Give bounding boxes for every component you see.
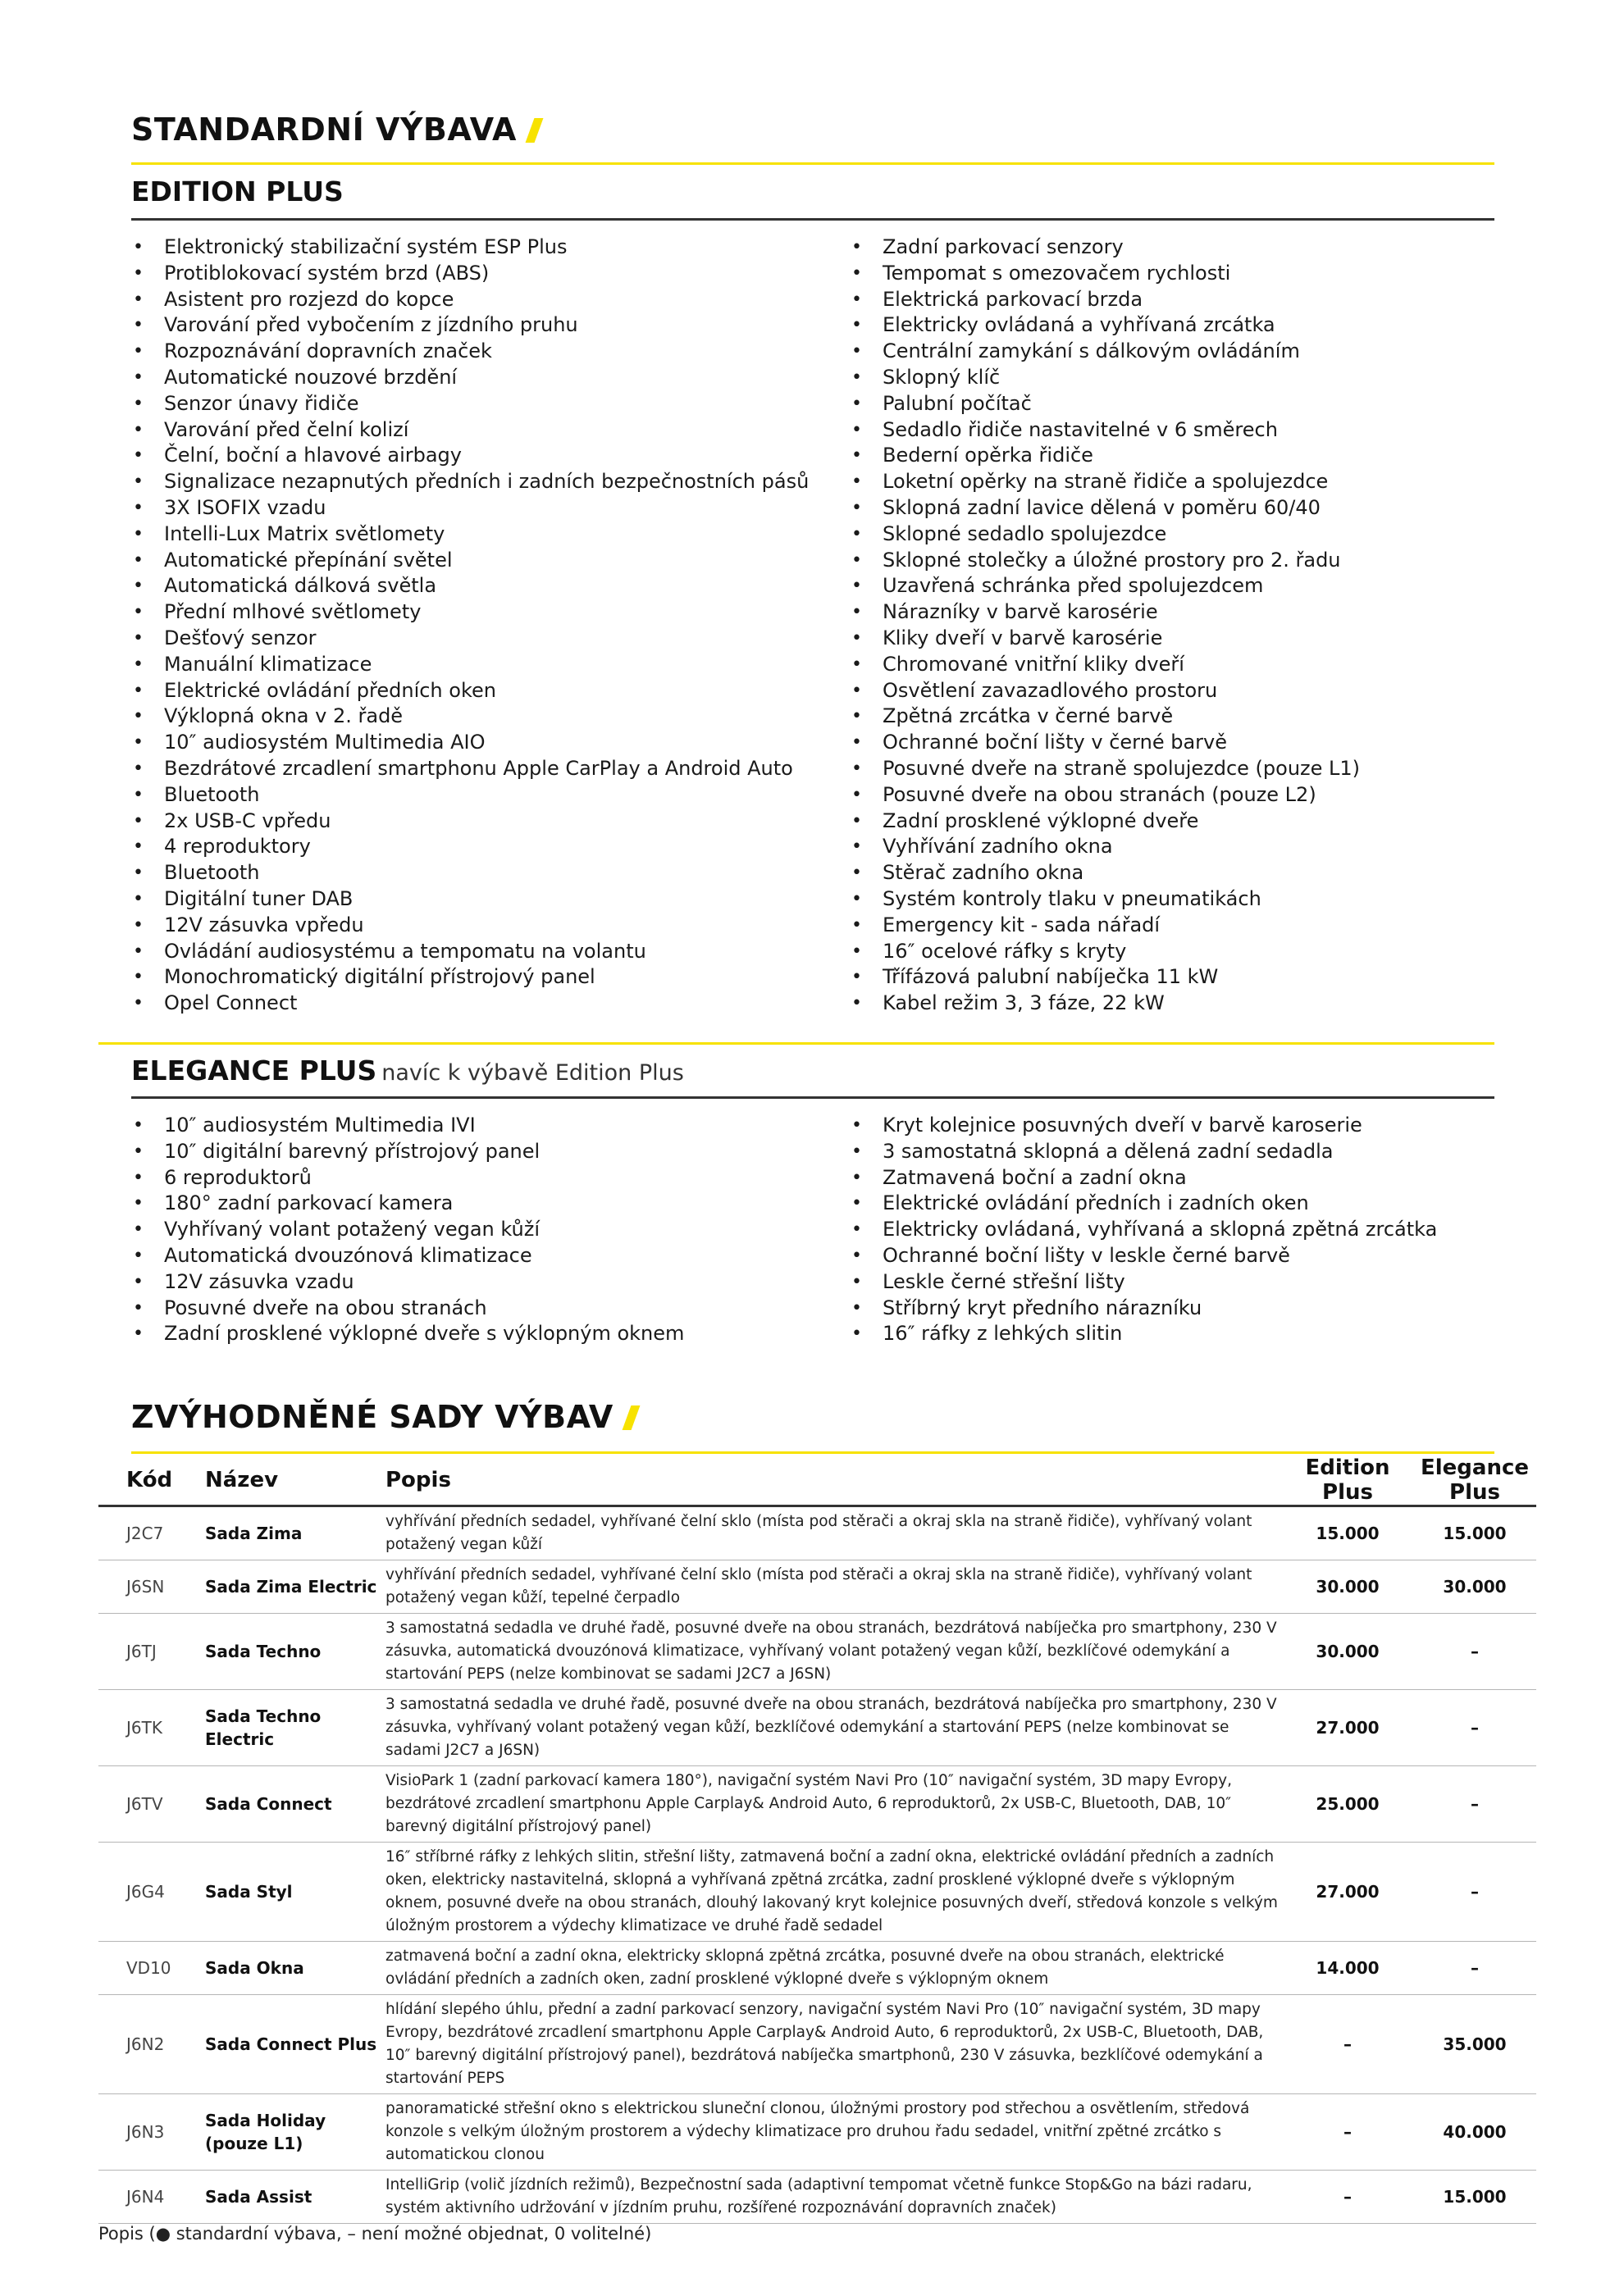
edition-plus-list-right xyxy=(850,235,1360,1017)
pack-code: J6TJ xyxy=(98,1614,205,1690)
pack-price-elegance-plus: 15.000 xyxy=(1413,1506,1536,1560)
pack-price-edition-plus: – xyxy=(1282,1995,1413,2094)
pack-code: J6G4 xyxy=(98,1843,205,1942)
list-item: • Automatické nouzové brzdění xyxy=(131,365,809,391)
list-item: • 6 reproduktorů xyxy=(131,1165,684,1191)
packs-table xyxy=(98,1456,1536,2224)
pack-name: Sada Techno xyxy=(205,1614,385,1690)
pack-price-edition-plus: 14.000 xyxy=(1282,1942,1413,1995)
pack-name: Sada Styl xyxy=(205,1843,385,1942)
pack-price-edition-plus: – xyxy=(1282,2094,1413,2171)
table-row xyxy=(98,1843,1536,1942)
pack-name: Sada Assist xyxy=(205,2171,385,2224)
list-item: • Systém kontroly tlaku v pneumatikách xyxy=(850,886,1360,913)
pack-price-elegance-plus: – xyxy=(1413,1690,1536,1766)
list-item: • Sedadlo řidiče nastavitelné v 6 směrech xyxy=(850,417,1360,444)
list-item: • Senzor únavy řidiče xyxy=(131,391,809,417)
pack-code: J6SN xyxy=(98,1560,205,1614)
list-item: • Zatmavená boční a zadní okna xyxy=(850,1165,1437,1191)
pack-name: Sada Zima xyxy=(205,1506,385,1560)
pack-price-elegance-plus: – xyxy=(1413,1766,1536,1843)
table-row xyxy=(98,1690,1536,1766)
table-row xyxy=(98,2171,1536,2224)
list-item: • Varování před čelní kolizí xyxy=(131,417,809,444)
pack-name: Sada Techno Electric xyxy=(205,1690,385,1766)
list-item: • Intelli-Lux Matrix světlomety xyxy=(131,522,809,548)
list-item: • Manuální klimatizace xyxy=(131,652,809,678)
list-item: • Nárazníky v barvě karosérie xyxy=(850,599,1360,626)
packs-table-header xyxy=(98,1456,1536,1506)
list-item: • Elektrické ovládání předních i zadních oken xyxy=(850,1191,1437,1217)
yellow-rule xyxy=(131,162,1494,165)
pack-code: J2C7 xyxy=(98,1506,205,1560)
list-item: • Digitální tuner DAB xyxy=(131,886,809,913)
list-item: • Stěrač zadního okna xyxy=(850,860,1360,886)
list-item: • Výklopná okna v 2. řadě xyxy=(131,704,809,730)
pack-name: Sada Zima Electric xyxy=(205,1560,385,1614)
elegance-plus-list-left xyxy=(131,1113,684,1347)
list-item: • Vyhřívání zadního okna xyxy=(850,834,1360,860)
list-item: • Bluetooth xyxy=(131,782,809,809)
list-item: • Rozpoznávání dopravních značek xyxy=(131,339,809,365)
list-item: • Posuvné dveře na straně spolujezdce (pouze L1) xyxy=(850,756,1360,782)
list-item: • Uzavřená schránka před spolujezdcem xyxy=(850,573,1360,599)
col-code: Kód xyxy=(98,1456,205,1506)
yellow-slash-icon xyxy=(525,118,543,143)
list-item: • 2x USB-C vpředu xyxy=(131,809,809,835)
edition-plus-title: EDITION PLUS xyxy=(131,175,344,207)
pack-description: vyhřívání předních sedadel, vyhřívané čelní sklo (místa pod stěrači a okraj skla na straně řidiče), vyhřívaný volant potažený vegan kůží xyxy=(385,1506,1282,1560)
list-item: • Posuvné dveře na obou stranách (pouze L2) xyxy=(850,782,1360,809)
pack-code: J6TV xyxy=(98,1766,205,1843)
list-item: • Elektrická parkovací brzda xyxy=(850,287,1360,313)
packs-title xyxy=(131,1399,636,1435)
list-item: • 3 samostatná sklopná a dělená zadní sedadla xyxy=(850,1139,1437,1165)
pack-description: panoramatické střešní okno s elektrickou sluneční clonou, úložnými prostory pod střechou a osvětlením, středová konzole s velkým úložným prostorem a výdechy klimatizace pro druhou řadu sedadel, vnitřní zpětné zrcátko s automatickou clonou xyxy=(385,2094,1282,2171)
list-item: • 16″ ocelové ráfky s kryty xyxy=(850,939,1360,965)
pack-code: J6TK xyxy=(98,1690,205,1766)
col-name: Název xyxy=(205,1456,385,1506)
list-item: • 10″ audiosystém Multimedia IVI xyxy=(131,1113,684,1139)
list-item: • Bederní opěrka řidiče xyxy=(850,443,1360,469)
list-item: • Elektrické ovládání předních oken xyxy=(131,678,809,704)
pack-price-elegance-plus: 15.000 xyxy=(1413,2171,1536,2224)
list-item: • Posuvné dveře na obou stranách xyxy=(131,1296,684,1322)
list-item: • Emergency kit - sada nářadí xyxy=(850,913,1360,939)
pack-price-edition-plus: 27.000 xyxy=(1282,1843,1413,1942)
col-edition-plus: Edition Plus xyxy=(1282,1456,1413,1506)
list-item: • 12V zásuvka vpředu xyxy=(131,913,809,939)
yellow-rule xyxy=(131,1451,1494,1454)
list-item: • Elektricky ovládaná, vyhřívaná a sklopná zpětná zrcátka xyxy=(850,1217,1437,1243)
pack-price-elegance-plus: 35.000 xyxy=(1413,1995,1536,2094)
pack-price-edition-plus: 30.000 xyxy=(1282,1614,1413,1690)
yellow-rule xyxy=(98,1042,1494,1045)
list-item: • Ovládání audiosystému a tempomatu na volantu xyxy=(131,939,809,965)
list-item: • 4 reproduktory xyxy=(131,834,809,860)
table-row xyxy=(98,1942,1536,1995)
pack-name: Sada Connect Plus xyxy=(205,1995,385,2094)
dark-rule xyxy=(131,218,1494,221)
list-item: • Leskle černé střešní lišty xyxy=(850,1269,1437,1296)
table-row xyxy=(98,1766,1536,1843)
packs-title-text: ZVÝHODNĚNÉ SADY VÝBAV xyxy=(131,1399,614,1435)
dark-rule xyxy=(131,1096,1494,1099)
pack-price-elegance-plus: 40.000 xyxy=(1413,2094,1536,2171)
list-item: • Signalizace nezapnutých předních i zadních bezpečnostních pásů xyxy=(131,469,809,495)
list-item: • Palubní počítač xyxy=(850,391,1360,417)
list-item: • Bluetooth xyxy=(131,860,809,886)
list-item: • Kabel režim 3, 3 fáze, 22 kW xyxy=(850,991,1360,1017)
list-item: • Vyhřívaný volant potažený vegan kůží xyxy=(131,1217,684,1243)
list-item: • Kryt kolejnice posuvných dveří v barvě karoserie xyxy=(850,1113,1437,1139)
elegance-plus-title-text: ELEGANCE PLUS xyxy=(131,1055,377,1086)
list-item: • Asistent pro rozjezd do kopce xyxy=(131,287,809,313)
list-item: • Sklopné stolečky a úložné prostory pro 2. řadu xyxy=(850,548,1360,574)
list-item: • Tempomat s omezovačem rychlosti xyxy=(850,261,1360,287)
list-item: • Zadní prosklené výklopné dveře xyxy=(850,809,1360,835)
pack-name: Sada Connect xyxy=(205,1766,385,1843)
list-item: • Kliky dveří v barvě karosérie xyxy=(850,626,1360,652)
pack-price-elegance-plus: – xyxy=(1413,1614,1536,1690)
pack-price-edition-plus: 15.000 xyxy=(1282,1506,1413,1560)
pack-price-elegance-plus: – xyxy=(1413,1942,1536,1995)
table-row xyxy=(98,1560,1536,1614)
list-item: • Sklopný klíč xyxy=(850,365,1360,391)
list-item: • Zpětná zrcátka v černé barvě xyxy=(850,704,1360,730)
list-item: • Automatická dálková světla xyxy=(131,573,809,599)
pack-price-edition-plus: 25.000 xyxy=(1282,1766,1413,1843)
list-item: • Centrální zamykání s dálkovým ovládáním xyxy=(850,339,1360,365)
elegance-plus-list-right xyxy=(850,1113,1437,1347)
pack-code: VD10 xyxy=(98,1942,205,1995)
table-row xyxy=(98,1995,1536,2094)
list-item: • Bezdrátové zrcadlení smartphonu Apple CarPlay a Android Auto xyxy=(131,756,809,782)
elegance-plus-title xyxy=(131,1055,684,1086)
list-item: • 3X ISOFIX vzadu xyxy=(131,495,809,522)
list-item: • Elektronický stabilizační systém ESP Plus xyxy=(131,235,809,261)
list-item: • Opel Connect xyxy=(131,991,809,1017)
list-item: • Stříbrný kryt předního nárazníku xyxy=(850,1296,1437,1322)
edition-plus-list-left xyxy=(131,235,809,1017)
pack-price-edition-plus: – xyxy=(1282,2171,1413,2224)
pack-description: zatmavená boční a zadní okna, elektricky sklopná zpětná zrcátka, posuvné dveře na obou stranách, elektrické ovládání předních a zadních oken, zadní prosklené výklopné dveře s výklopným oknem xyxy=(385,1942,1282,1995)
elegance-plus-subtitle: navíc k výbavě Edition Plus xyxy=(381,1060,684,1086)
list-item: • Třífázová palubní nabíječka 11 kW xyxy=(850,964,1360,991)
pack-description: 3 samostatná sedadla ve druhé řadě, posuvné dveře na obou stranách, bezdrátová nabíječka pro smartphony, 230 V zásuvka, vyhřívaný volant potažený vegan kůží, bezklíčové odemykání a startování PEPS (nelze kombinovat se sadami J2C7 a J6SN) xyxy=(385,1690,1282,1766)
pack-price-elegance-plus: 30.000 xyxy=(1413,1560,1536,1614)
list-item: • Osvětlení zavazadlového prostoru xyxy=(850,678,1360,704)
packs-table-body xyxy=(98,1506,1536,2224)
list-item: • 12V zásuvka vzadu xyxy=(131,1269,684,1296)
list-item: • 180° zadní parkovací kamera xyxy=(131,1191,684,1217)
col-desc: Popis xyxy=(385,1456,1282,1506)
pack-name: Sada Holiday (pouze L1) xyxy=(205,2094,385,2171)
list-item: • Sklopná zadní lavice dělená v poměru 60/40 xyxy=(850,495,1360,522)
standard-equipment-title xyxy=(131,112,539,148)
pack-code: J6N3 xyxy=(98,2094,205,2171)
list-item: • Zadní prosklené výklopné dveře s výklopným oknem xyxy=(131,1321,684,1347)
list-item: • Ochranné boční lišty v černé barvě xyxy=(850,730,1360,756)
list-item: • Varování před vybočením z jízdního pruhu xyxy=(131,312,809,339)
col-elegance-plus: Elegance Plus xyxy=(1413,1456,1536,1506)
list-item: • 10″ digitální barevný přístrojový panel xyxy=(131,1139,684,1165)
list-item: • Chromované vnitřní kliky dveří xyxy=(850,652,1360,678)
pack-price-edition-plus: 27.000 xyxy=(1282,1690,1413,1766)
pack-code: J6N4 xyxy=(98,2171,205,2224)
list-item: • Monochromatický digitální přístrojový panel xyxy=(131,964,809,991)
list-item: • Loketní opěrky na straně řidiče a spolujezdce xyxy=(850,469,1360,495)
list-item: • Ochranné boční lišty v leskle černé barvě xyxy=(850,1243,1437,1269)
pack-description: 3 samostatná sedadla ve druhé řadě, posuvné dveře na obou stranách, bezdrátová nabíječka pro smartphony, 230 V zásuvka, automatická dvouzónová klimatizace, vyhřívaný volant potažený vegan kůží, bezklíčové odemykání a startování PEPS (nelze kombinovat se sadami J2C7 a J6SN) xyxy=(385,1614,1282,1690)
pack-description: 16″ stříbrné ráfky z lehkých slitin, střešní lišty, zatmavená boční a zadní okna, elektrické ovládání předních a zadních oken, elektricky nastavitelná, sklopná a vyhřívaná zpětná zrcátka, zadní prosklené výklopné dveře s výklopným oknem, posuvné dveře na obou stranách, dlouhý lakovaný kryt kolejnice posuvných dveří, středová konzole s velkým úložným prostorem a výdechy klimatizace ve druhé řadě sedadel xyxy=(385,1843,1282,1942)
list-item: • 10″ audiosystém Multimedia AIO xyxy=(131,730,809,756)
legend: Popis (● standardní výbava, – není možné objednat, 0 volitelné) xyxy=(98,2224,652,2244)
list-item: • Protiblokovací systém brzd (ABS) xyxy=(131,261,809,287)
pack-price-elegance-plus: – xyxy=(1413,1843,1536,1942)
list-item: • Přední mlhové světlomety xyxy=(131,599,809,626)
pack-name: Sada Okna xyxy=(205,1942,385,1995)
pack-description: vyhřívání předních sedadel, vyhřívané čelní sklo (místa pod stěrači a okraj skla na straně řidiče), vyhřívaný volant potažený vegan kůží, tepelné čerpadlo xyxy=(385,1560,1282,1614)
list-item: • Elektricky ovládaná a vyhřívaná zrcátka xyxy=(850,312,1360,339)
pack-description: hlídání slepého úhlu, přední a zadní parkovací senzory, navigační systém Navi Pro (10″ navigační systém, 3D mapy Evropy, bezdrátové zrcadlení smartphonu Apple Carplay& Android Auto, 6 reproduktorů, 2x USB-C, Bluetooth, DAB, 10″ barevný digitální přístrojový panel), bezdrátová nabíječka smartphonů, 230 V zásuvka, bezklíčové odemykání a startování PEPS xyxy=(385,1995,1282,2094)
table-row xyxy=(98,1614,1536,1690)
pack-description: IntelliGrip (volič jízdních režimů), Bezpečnostní sada (adaptivní tempomat včetně funkce Stop&Go na bázi radaru, systém aktivního udržování v jízdním pruhu, rozšířené rozpoznávání dopravních značek) xyxy=(385,2171,1282,2224)
list-item: • Dešťový senzor xyxy=(131,626,809,652)
pack-price-edition-plus: 30.000 xyxy=(1282,1560,1413,1614)
list-item: • Automatická dvouzónová klimatizace xyxy=(131,1243,684,1269)
pack-code: J6N2 xyxy=(98,1995,205,2094)
list-item: • Sklopné sedadlo spolujezdce xyxy=(850,522,1360,548)
table-row xyxy=(98,2094,1536,2171)
list-item: • Automatické přepínání světel xyxy=(131,548,809,574)
list-item: • Zadní parkovací senzory xyxy=(850,235,1360,261)
list-item: • Čelní, boční a hlavové airbagy xyxy=(131,443,809,469)
yellow-slash-icon xyxy=(622,1405,640,1430)
pack-description: VisioPark 1 (zadní parkovací kamera 180°), navigační systém Navi Pro (10″ navigační systém, 3D mapy Evropy, bezdrátové zrcadlení smartphonu Apple Carplay& Android Auto, 6 reproduktorů, 2x USB-C, Bluetooth, DAB, 10″ barevný digitální přístrojový panel) xyxy=(385,1766,1282,1843)
list-item: • 16″ ráfky z lehkých slitin xyxy=(850,1321,1437,1347)
table-row xyxy=(98,1506,1536,1560)
standard-title-text: STANDARDNÍ VÝBAVA xyxy=(131,112,517,148)
